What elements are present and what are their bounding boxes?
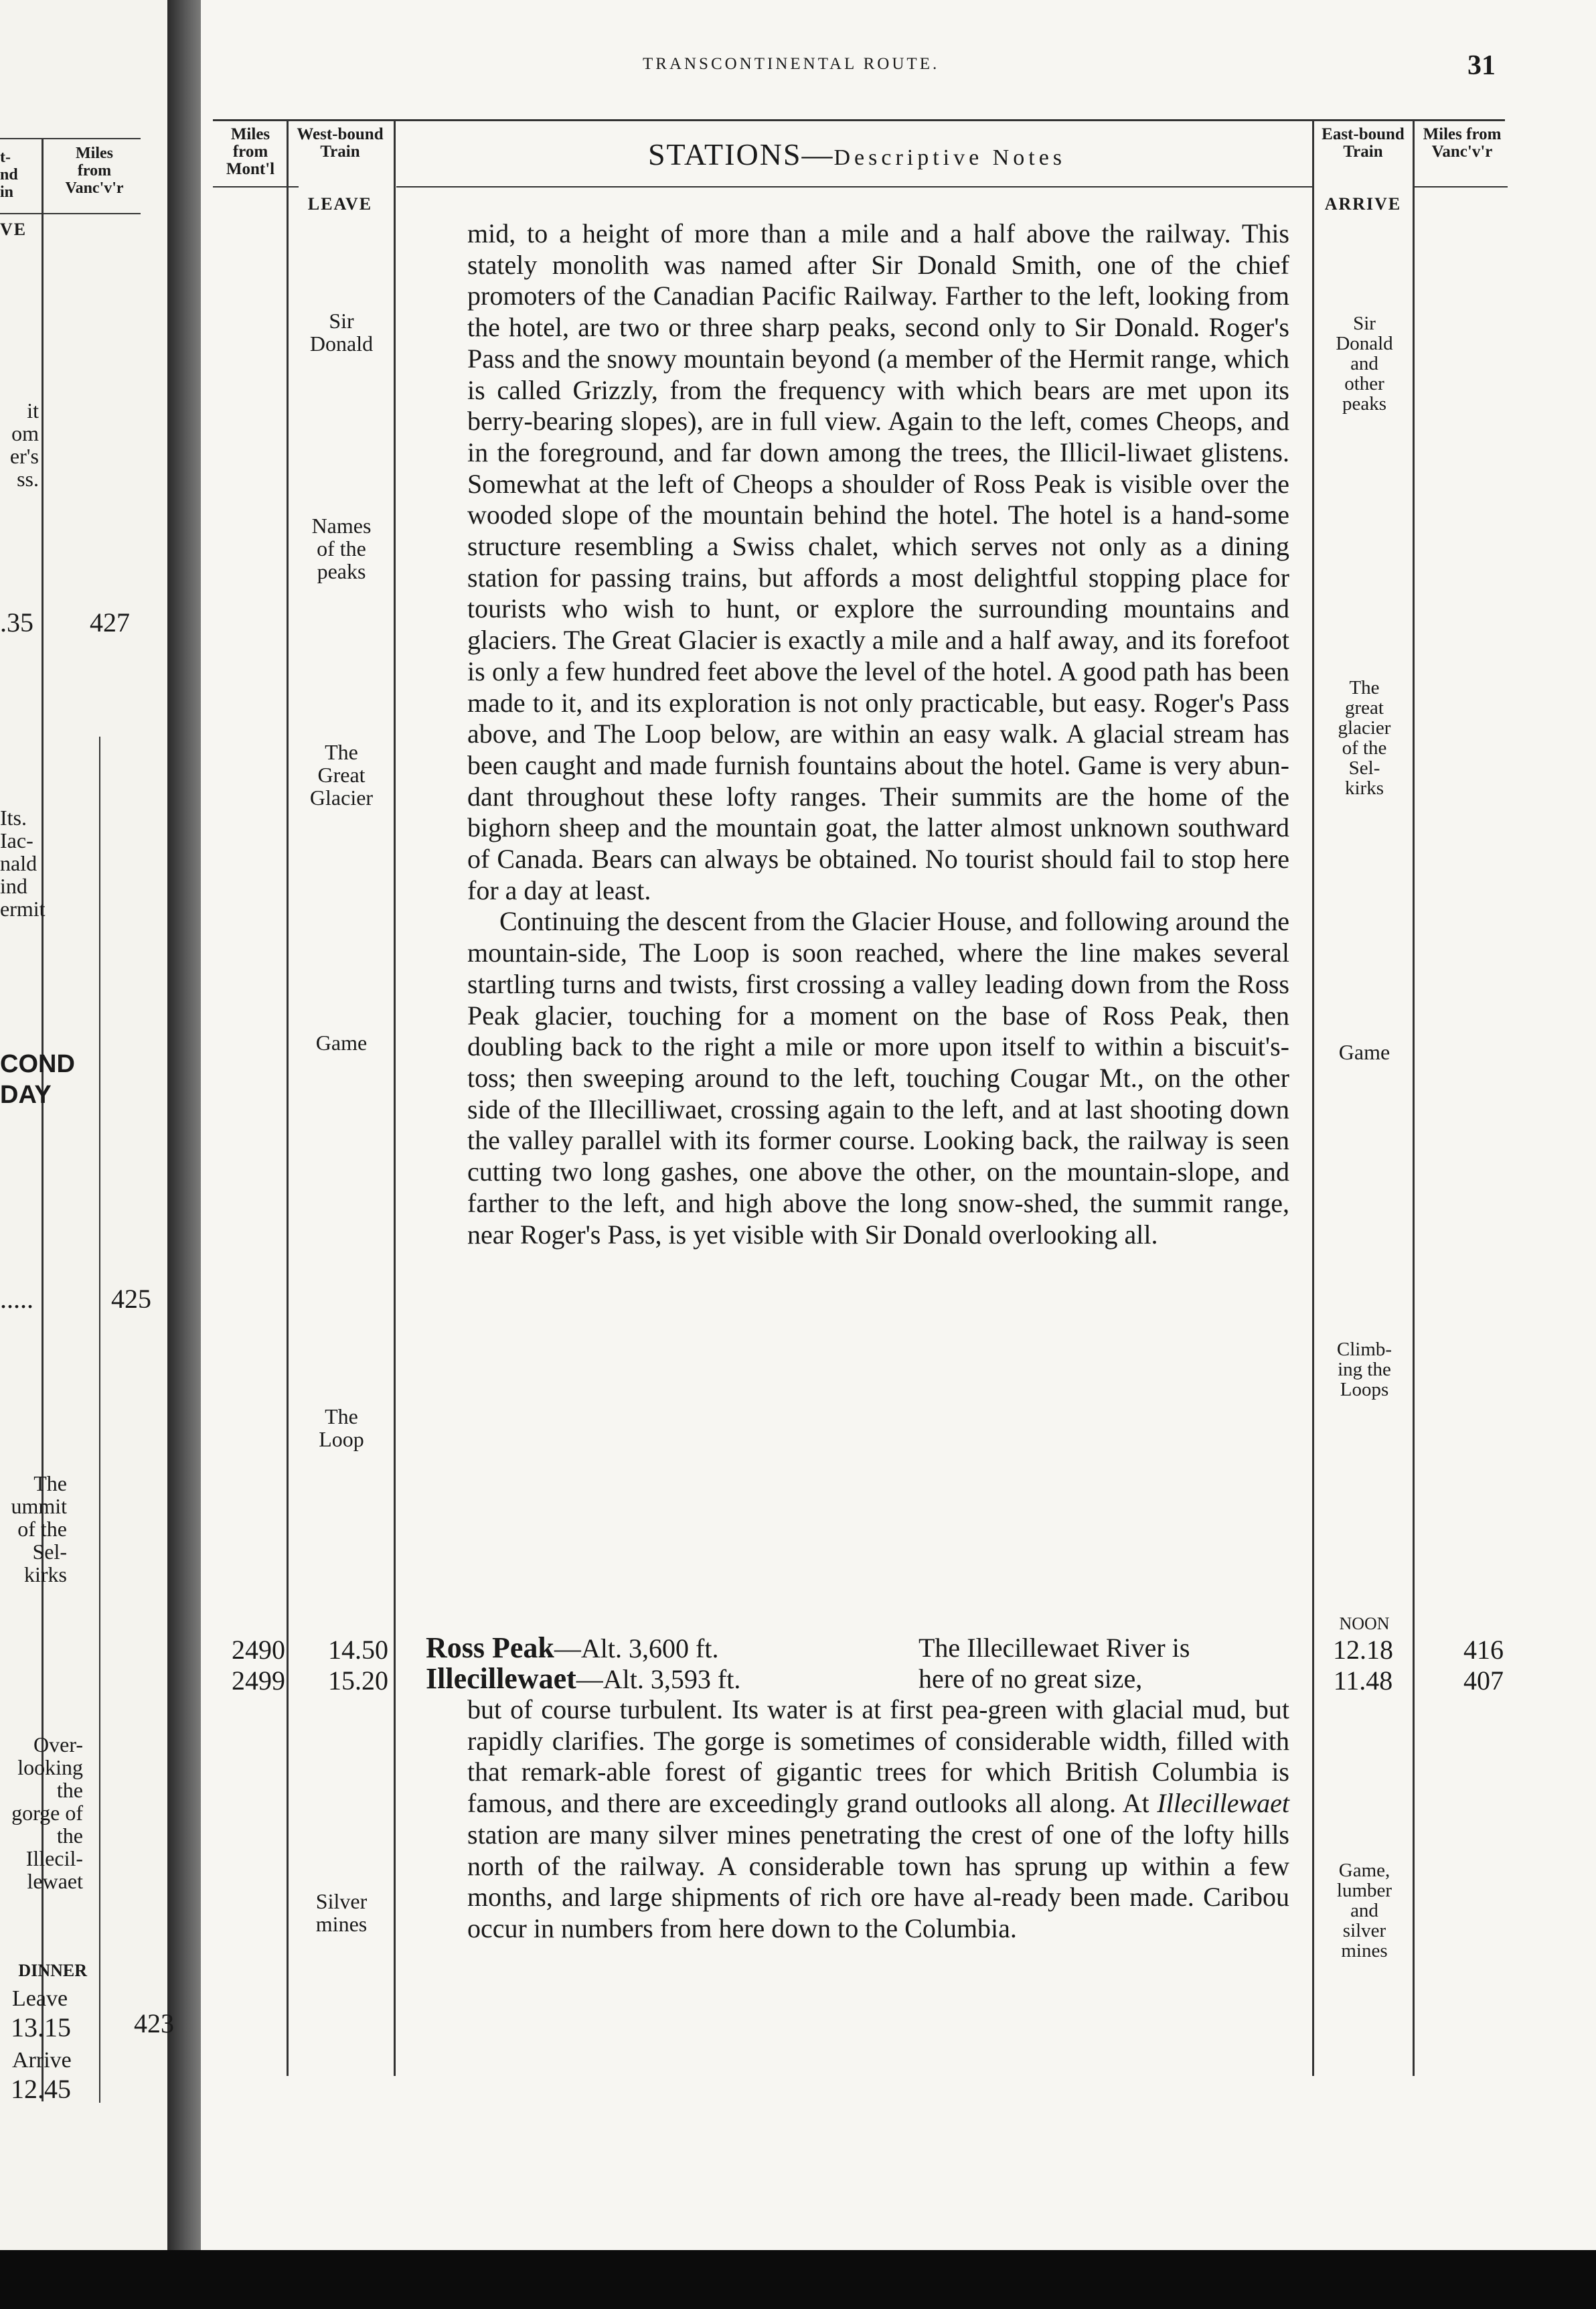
column-title [402,137,1312,172]
margin-note-right-great-glacier: The great glacier of the Sel- kirks [1338,677,1391,799]
margin-note-right-loops: Climb- ing the Loops [1336,1339,1392,1400]
margin-note-names-of-peaks: Names of the peaks [311,514,372,583]
dinner-label: DINNER [18,1961,87,1980]
station-2-miles-montreal: 2499 [232,1665,285,1696]
left-miles-1: 427 [90,607,130,638]
left-note-overlooking: Over- looking the gorge of the Illecil- lewaet [11,1732,83,1893]
left-note-summit: The ummit of the Sel- kirks [11,1471,67,1586]
paragraph-glacier-house: mid, to a height of more than a mile and a half above the railway. This stately monolith was named after Sir Donald Smith, one of the chief promoters of the Canadian Pacific Railway. Farther to the left, looking from the hotel, are two or three sharp peaks, second only to Sir Donald. Roger's Pass and the snowy mountain beyond (a member of the Hermit range, which is called Grizzly, from the frequency with which bears are met upon its berry-bearing slopes), are in full view. Again to the left, comes Cheops, and in the foreground, and far down among the trees, the Illicil-liwaet glistens. Somewhat at the left of Cheops a shoulder of Ross Peak is visible over the wooded slope of the mountain behind the hotel. The hotel is a hand-some structure resembling a Swiss chalet, which serves not only as a dining station for passing trains, but affords a most delightful stopping place for tourists who wish to hunt, or explore the surrounding mountains and glaciers. The Great Glacier is exactly a mile and a half away, and its forefoot is only a few hundred feet above the level of the hotel. A good path has been made to it, and its exploration is not only practicable, but easy. Roger's Pass above, and The Loop below, are within an easy walk. A glacial stream has been caught and made furnish fountains about the hotel. Game is very abun-dant throughout these lofty ranges. Their summits are the home of the bighorn sheep and the mountain goat, the latter almost unknown southward of Canada. Bears can always be obtained. No tourist should fail to stop here for a day at least. [467,218,1289,905]
leave-label: LEAVE [307,194,373,214]
column-rule [1312,121,1314,2076]
dinner-leave-time: 13.15 [11,2012,71,2042]
margin-note-right-sir-donald: Sir Donald and other peaks [1336,313,1393,415]
station-name: Ross Peak [426,1631,554,1664]
station-2-note: here of no great size, [919,1663,1143,1694]
station-2-eastbound-time: 11.48 [1333,1665,1393,1696]
margin-note-silver-mines: Silver mines [315,1889,368,1936]
left-note-pass: it om er's ss. [9,398,39,491]
facing-page [0,0,167,2250]
dinner-arrive-label: Arrive [12,2048,72,2073]
arrive-label: ARRIVE [1324,194,1402,214]
descriptive-notes-upper [467,218,1289,1605]
column-rule [394,121,396,2076]
station-altitude: —Alt. 3,600 ft. [554,1633,719,1663]
left-col-header: t- nd in [0,149,18,201]
header-top-rule [213,119,1505,121]
left-miles-2: 425 [111,1284,151,1314]
header-miles-montreal: Miles from Mont'l [226,125,275,178]
paragraph-illecillewaet: but of course turbulent. Its water is at first pea-green with glacial mud, but rapidly clarifies. The gorge is sometimes of considerable width, filled with that remark-able forest of gigantic trees for which British Columbia is famous, and there are exceedingly grand outlooks all along. At Illecillewaet station are many silver mines penetrating the crest of one of the lofty hills north of the railway. A considerable town has sprung up within a few months, and large shipments of rich ore have al-ready been made. Caribou occur in numbers from here down to the Columbia. [467,1694,1289,1943]
paragraph-the-loop: Continuing the descent from the Glacier House, and following around the mountain-side, The Loop is soon reached, where the line makes several startling turns and twists, first crossing a valley leading down from the Ross Peak glacier, touching for a moment on the base of Ross Peak, then doubling back to the right a mile or more upon itself to within a biscuit's-toss; then sweeping around to the left, touching Cougar Mt., on the other side of the Illecilliwaet, crossing again to the left, and at last shooting down the valley parallel with its former course. Looking back, the railway is seen cutting two long gashes, one above the other, on the mountain-slope, and farther to the left, and high above the long snow-shed, the summit range, near Roger's Pass, is yet visible with Sir Donald overlooking all. [467,906,1289,1250]
margin-note-game: Game [315,1031,368,1055]
station-altitude: —Alt. 3,593 ft. [576,1664,741,1694]
left-leave-fragment: VE [0,220,27,239]
running-title: TRANSCONTINENTAL ROUTE. [643,55,940,73]
station-2-westbound-time: 15.20 [328,1665,388,1696]
descriptive-notes-lower [467,1694,1289,1945]
header-westbound: West-bound Train [297,125,384,161]
header-bottom-rule [396,186,1313,188]
station-name: Illecillewaet [426,1662,576,1695]
left-time-1: .35 [0,607,33,638]
station-1-westbound-time: 14.50 [328,1635,388,1665]
margin-note-right-game: Game [1338,1040,1390,1064]
dinner-leave-label: Leave [12,1986,68,2011]
station-2-miles-vancouver: 407 [1463,1665,1504,1696]
title-stations: STATIONS— [647,137,834,171]
left-time-2: ..... [0,1284,33,1314]
page-number: 31 [1467,50,1496,81]
station-1-eastbound-time: 12.18 [1333,1635,1393,1665]
station-row-illecillewaet [426,1663,740,1695]
second-day-label: COND DAY [0,1050,75,1109]
margin-note-sir-donald: Sir Donald [309,309,374,356]
margin-note-great-glacier: The Great Glacier [309,740,374,810]
column-rule [287,121,289,2076]
station-1-miles-vancouver: 416 [1463,1635,1504,1665]
left-note-mts: Its. Iac- nald ind ermit [0,806,46,921]
dinner-arrive-time: 12.45 [11,2074,71,2104]
left-miles-3: 423 [134,2008,174,2038]
station-1-miles-montreal: 2490 [232,1635,285,1665]
column-rule [1413,121,1415,2076]
margin-note-loop: The Loop [319,1404,364,1451]
header-miles-vancouver: Miles from Vanc'v'r [1423,125,1502,161]
scan-border [0,2250,1596,2309]
noon-label: NOON [1339,1614,1390,1633]
header-eastbound: East-bound Train [1322,125,1405,161]
left-col-header-miles: Miles from Vanc'v'r [65,145,124,197]
station-row-ross-peak [426,1633,718,1664]
station-1-note: The Illecillewaet River is [919,1633,1190,1663]
margin-note-right-game-lumber: Game, lumber and silver mines [1336,1860,1392,1961]
title-descriptive-notes: Descriptive Notes [833,145,1066,170]
